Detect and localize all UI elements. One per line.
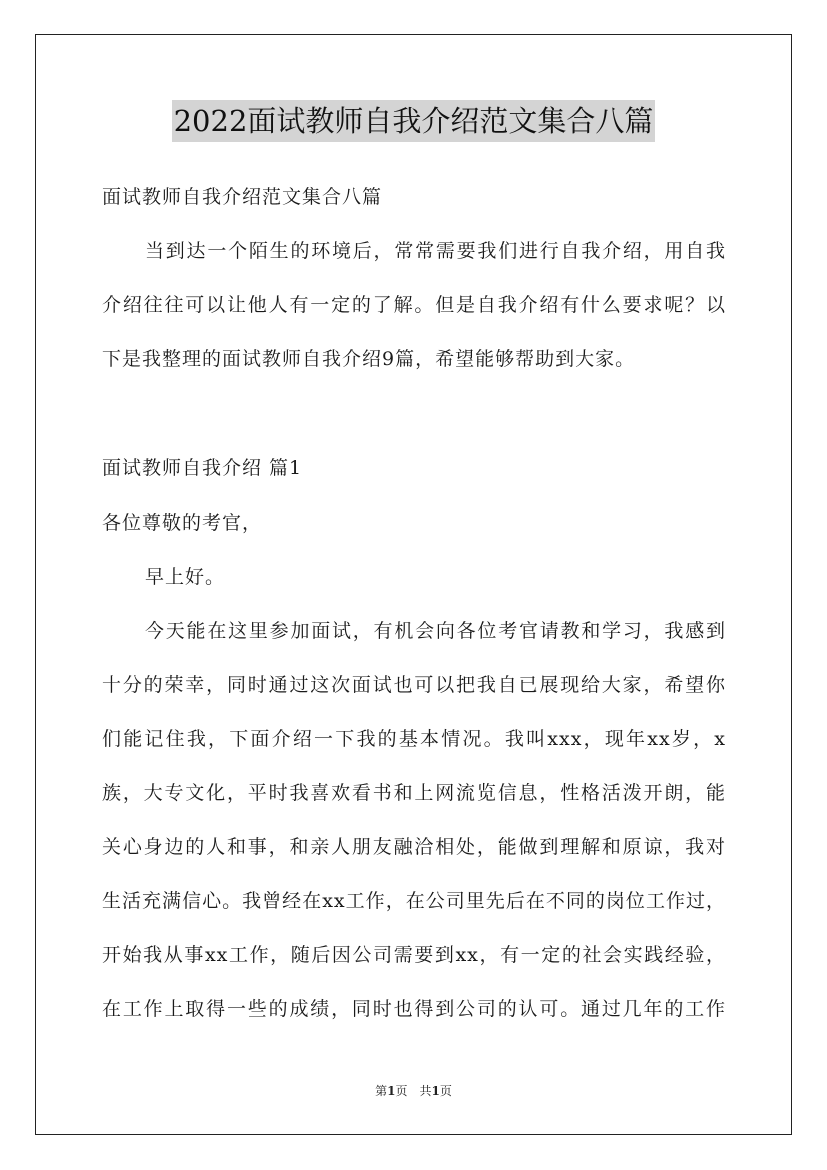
footer-suffix: 页 [439,1084,452,1098]
body-line: 关心身边的人和事，和亲人朋友融洽相处，能做到理解和原谅，我对 [102,836,726,858]
blank-spacer [102,386,726,440]
title-container [0,100,827,142]
body-line: 族，大专文化，平时我喜欢看书和上网流览信息，性格活泼开朗，能 [102,782,726,804]
page-footer [0,1082,827,1099]
document-subtitle: 面试教师自我介绍范文集合八篇 [102,186,383,208]
body-line: 生活充满信心。我曾经在xx工作，在公司里先后在不同的岗位工作过， [102,890,726,912]
footer-prefix: 第 [375,1084,388,1098]
body-line: 十分的荣幸，同时通过这次面试也可以把我自已展现给大家，希望你 [102,674,726,696]
document-title: 2022面试教师自我介绍范文集合八篇 [172,100,656,142]
salutation: 各位尊敬的考官， [102,512,263,534]
body-line: 开始我从事xx工作，随后因公司需要到xx，有一定的社会实践经验， [102,944,726,966]
greeting: 早上好。 [145,566,226,588]
intro-line: 当到达一个陌生的环境后，常常需要我们进行自我介绍，用自我 [145,240,726,262]
body-line: 们能记住我，下面介绍一下我的基本情况。我叫xxx，现年xx岁，x [102,728,726,750]
body-line: 在工作上取得一些的成绩，同时也得到公司的认可。通过几年的工作 [102,998,726,1020]
intro-line: 介绍往往可以让他人有一定的了解。但是自我介绍有什么要求呢？以 [102,294,726,316]
intro-line: 下是我整理的面试教师自我介绍9篇，希望能够帮助到大家。 [102,348,636,370]
section-heading: 面试教师自我介绍 篇1 [102,457,303,479]
footer-page-total: 1 [431,1084,440,1098]
body-line: 今天能在这里参加面试，有机会向各位考官请教和学习，我感到 [145,620,726,642]
document-body [102,170,726,1036]
footer-page-number: 1 [387,1084,396,1098]
footer-mid: 页 共 [395,1084,432,1098]
